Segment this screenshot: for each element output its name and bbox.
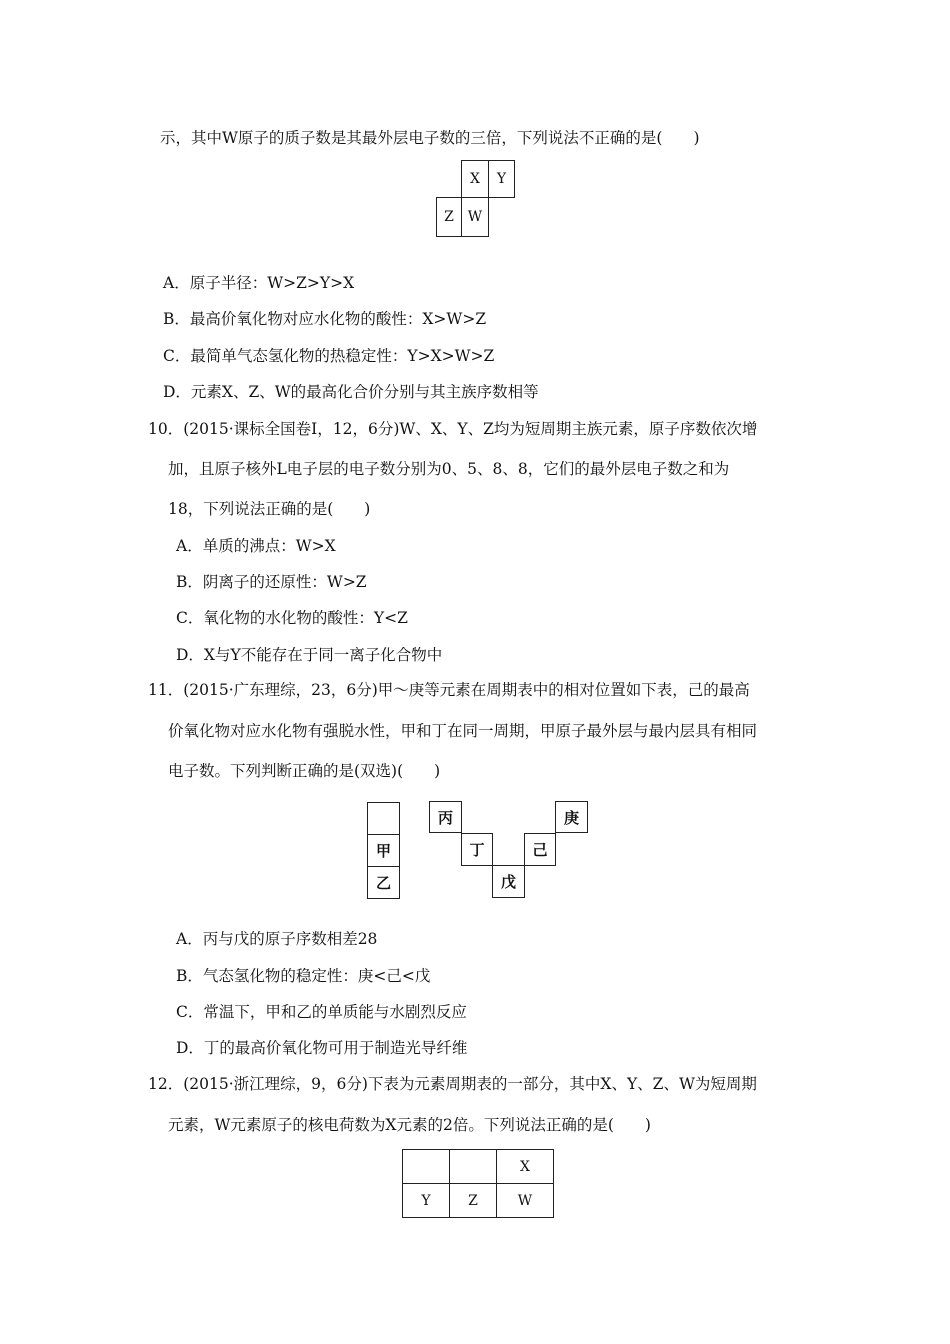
q12-periodic-table [402, 1149, 554, 1218]
q10-option-a: A．单质的沸点：W>X [176, 537, 336, 555]
q11-cell-ding: 丁 [461, 833, 493, 866]
q10-line-3: 18，下列说法正确的是( ) [168, 500, 371, 518]
q10-option-c: C．氧化物的水化物的酸性：Y<Z [176, 609, 408, 627]
q12-line-1: 12．(2015·浙江理综，9，6分)下表为元素周期表的一部分，其中X、Y、Z、W为短周期 [148, 1075, 757, 1093]
q11-option-c: C．常温下，甲和乙的单质能与水剧烈反应 [176, 1003, 467, 1021]
q11-cell-geng: 庚 [555, 801, 588, 833]
q12-cell-w: W [497, 1184, 554, 1218]
q11-line-3: 电子数。下列判断正确的是(双选)( ) [168, 762, 441, 780]
q12-line-2: 元素，W元素原子的核电荷数为X元素的2倍。下列说法正确的是( ) [168, 1116, 651, 1134]
q11-cell-jia: 甲 [367, 834, 400, 867]
q9-cell-x: X [461, 160, 489, 198]
q10-option-b: B．阴离子的还原性：W>Z [176, 573, 367, 591]
q11-option-b: B．气态氢化物的稳定性：庚<己<戊 [176, 967, 431, 985]
q11-option-a: A．丙与戊的原子序数相差28 [176, 930, 378, 948]
q11-cell-ji: 己 [524, 833, 556, 866]
q11-line-2: 价氧化物对应水化物有强脱水性，甲和丁在同一周期，甲原子最外层与最内层具有相同 [168, 722, 758, 740]
q11-cell-yi: 乙 [367, 866, 400, 899]
q9-option-d: D．元素X、Z、W的最高化合价分别与其主族序数相等 [163, 383, 539, 401]
q9-option-a: A．原子半径：W>Z>Y>X [163, 274, 355, 292]
q9-option-c: C．最简单气态氢化物的热稳定性：Y>X>W>Z [163, 347, 495, 365]
q12-cell-x: X [497, 1150, 554, 1184]
q9-cell-y: Y [488, 160, 515, 198]
q12-cell-r1c2 [450, 1150, 497, 1184]
q12-table-row-2 [403, 1184, 554, 1218]
q11-line-1: 11．(2015·广东理综，23，6分)甲～庚等元素在周期表中的相对位置如下表，己的最高 [148, 681, 750, 699]
q10-option-d: D．X与Y不能存在于同一离子化合物中 [176, 646, 443, 664]
q12-cell-y: Y [403, 1184, 450, 1218]
q12-cell-z: Z [450, 1184, 497, 1218]
q10-line-1: 10．(2015·课标全国卷Ⅰ，12，6分)W、X、Y、Z均为短周期主族元素，原子序数依次增 [148, 420, 758, 438]
q11-cell-bing: 丙 [429, 801, 462, 833]
q9-cell-w: W [461, 197, 489, 237]
q9-intro: 示，其中W原子的质子数是其最外层电子数的三倍，下列说法不正确的是( ) [160, 129, 700, 147]
q9-option-b: B．最高价氧化物对应水化物的酸性：X>W>Z [163, 310, 487, 328]
q11-option-d: D．丁的最高价氧化物可用于制造光导纤维 [176, 1039, 468, 1057]
q10-line-2: 加，且原子核外L电子层的电子数分别为0、5、8、8，它们的最外层电子数之和为 [168, 460, 730, 478]
q9-cell-z: Z [436, 197, 462, 237]
q12-table-row-1 [403, 1150, 554, 1184]
q11-cell-wu: 戊 [492, 865, 525, 898]
q12-cell-r1c1 [403, 1150, 450, 1184]
q11-cell-empty [367, 802, 400, 835]
